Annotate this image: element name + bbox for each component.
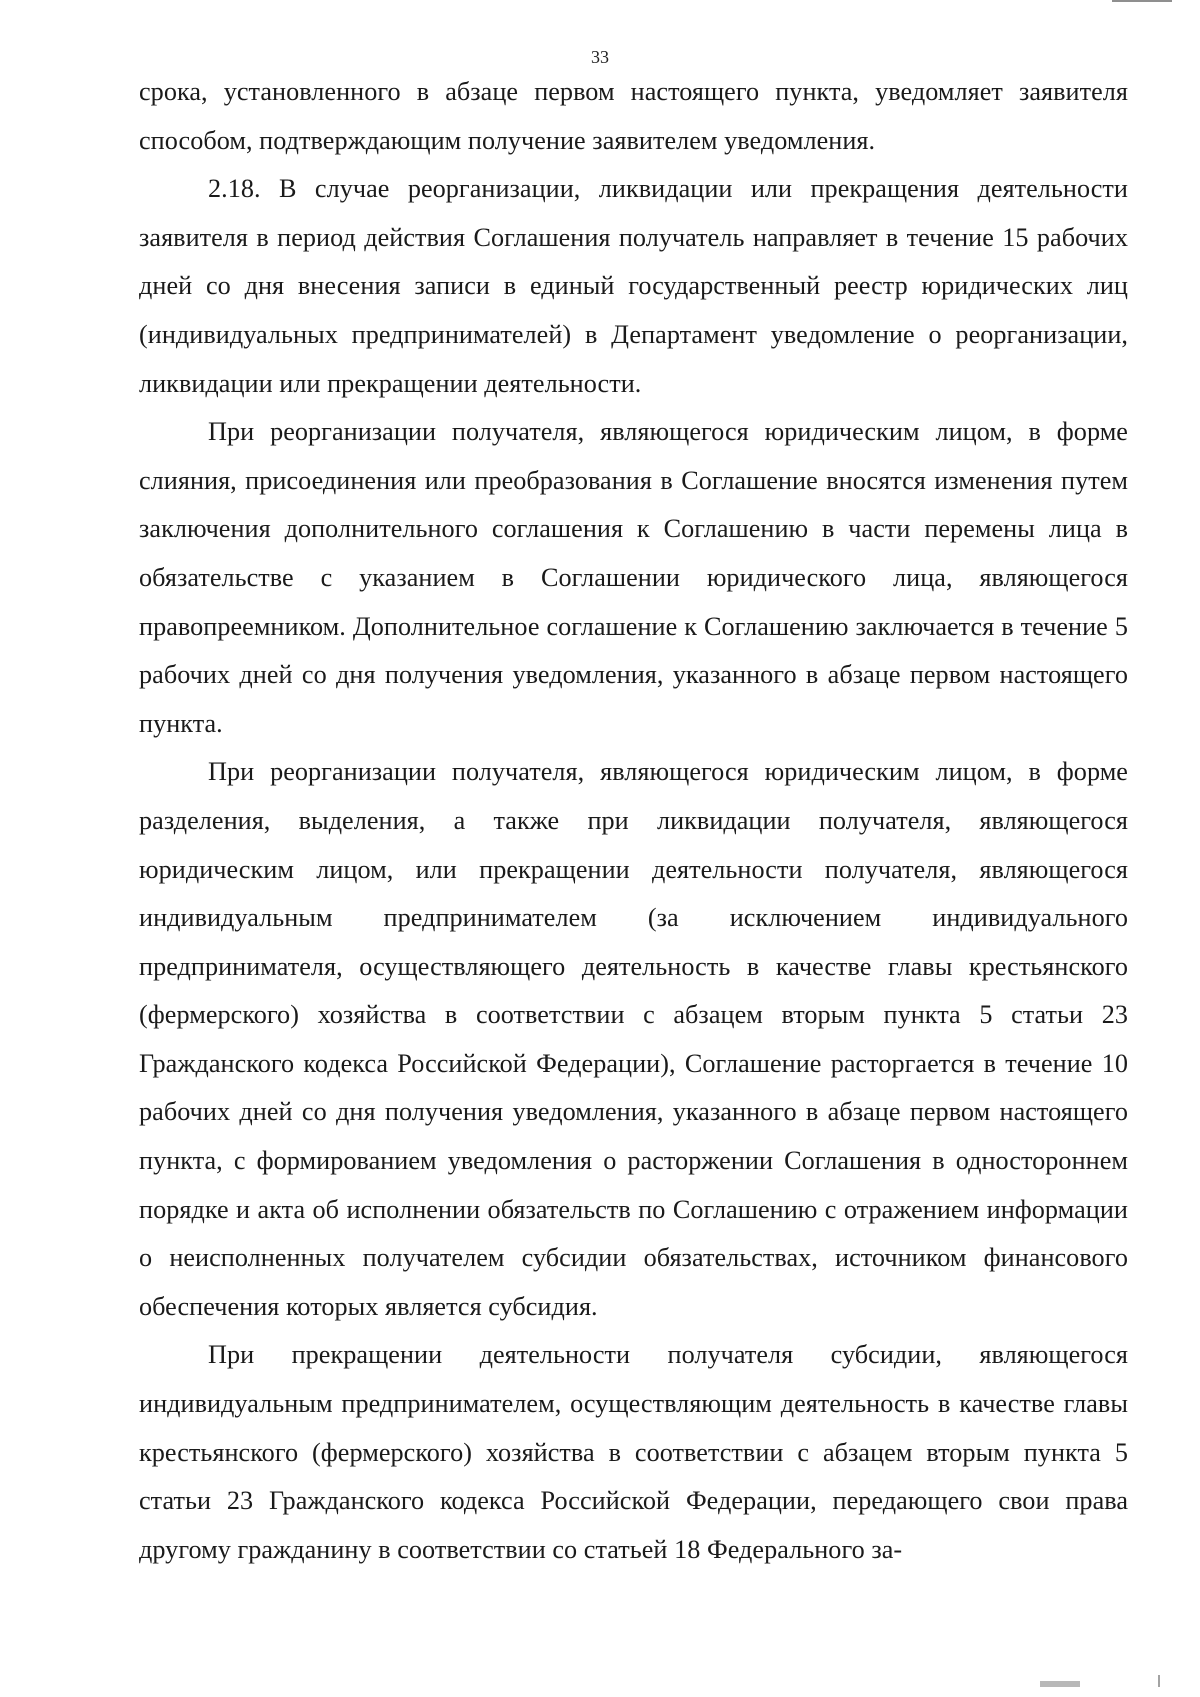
paragraph-continued: срока, установленного в абзаце первом настоящего пункта, уведомляет заявителя способом, подтверждающим получение заявителем уведомления.: [139, 77, 1128, 155]
scan-edge-mark: [1040, 1681, 1080, 1687]
paragraph-farm-head-termination: При прекращении деятельности получателя субсидии, являющегося индивидуальным предпринимателем, осуществляющим деятельность в качестве главы крестьянского (фермерского) хозяйства в соответствии с абзацем вторым пункта 5 статьи 23 Гражданского кодекса Российской Федерации, передающего свои права другому гражданину в соответствии со статьей 18 Федерального за-: [139, 1340, 1128, 1564]
scan-edge-mark: [1158, 1675, 1160, 1687]
scan-edge-mark: [1112, 0, 1172, 2]
document-body: [139, 68, 1128, 1574]
paragraph-merger-reorganization: При реорганизации получателя, являющегося юридическим лицом, в форме слияния, присоединения или преобразования в Соглашение вносятся изменения путем заключения дополнительного соглашения к Соглашению в части перемены лица в обязательстве с указанием в Соглашении юридического лица, являющегося правопреемником. Дополнительное соглашение к Соглашению заключается в течение 5 рабочих дней со дня получения уведомления, указанного в абзаце первом настоящего пункта.: [139, 417, 1128, 738]
paragraph-clause-2-18: 2.18. В случае реорганизации, ликвидации или прекращения деятельности заявителя в период действия Соглашения получатель направляет в течение 15 рабочих дней со дня внесения записи в единый государственный реестр юридических лиц (индивидуальных предпринимателей) в Департамент уведомление о реорганизации, ликвидации или прекращении деятельности.: [139, 174, 1128, 398]
page-number: 33: [591, 47, 609, 67]
paragraph-division-liquidation: При реорганизации получателя, являющегося юридическим лицом, в форме разделения, выделения, а также при ликвидации получателя, являющегося юридическим лицом, или прекращении деятельности получателя, являющегося индивидуальным предпринимателем (за исключением индивидуального предпринимателя, осуществляющего деятельность в качестве главы крестьянского (фермерского) хозяйства в соответствии с абзацем вторым пункта 5 статьи 23 Гражданского кодекса Российской Федерации), Соглашение расторгается в течение 10 рабочих дней со дня получения уведомления, указанного в абзаце первом настоящего пункта, с формированием уведомления о расторжении Соглашения в одностороннем порядке и акта об исполнении обязательств по Соглашению с отражением информации о неисполненных получателем субсидии обязательствах, источником финансового обеспечения которых является субсидия.: [139, 757, 1128, 1321]
